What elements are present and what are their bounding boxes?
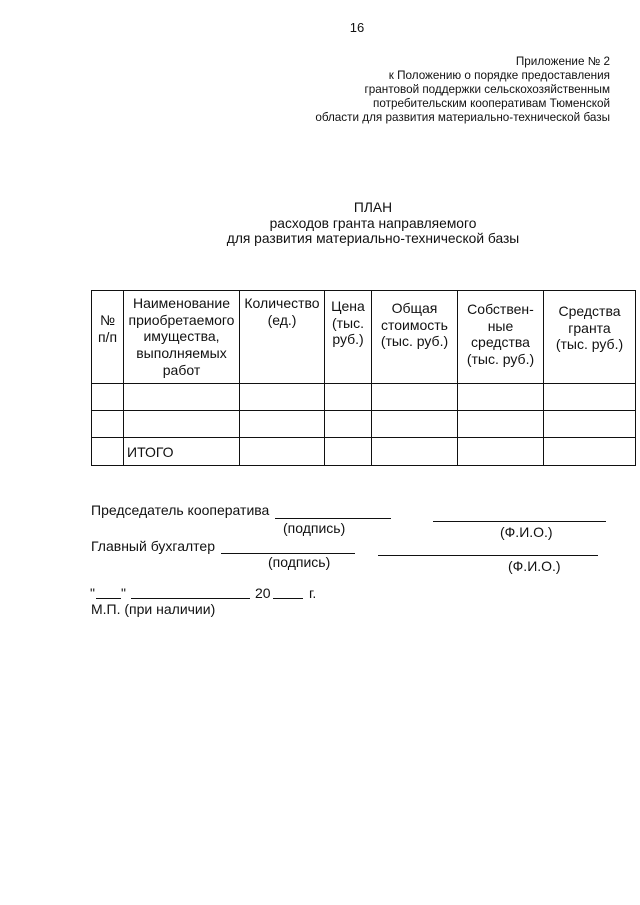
date-open-quote: " <box>90 585 95 601</box>
expense-plan-table <box>91 290 636 466</box>
accountant-name-line <box>378 555 598 556</box>
date-year-prefix: 20 <box>255 585 271 601</box>
table-header-row <box>92 291 636 384</box>
header-quantity: Количество (ед.) <box>240 291 325 384</box>
table-cell <box>124 411 240 438</box>
table-cell <box>240 438 325 466</box>
appendix-line: потребительским кооперативам Тюменской <box>373 97 610 110</box>
header-own-funds: Собствен- ные средства (тыс. руб.) <box>458 291 544 384</box>
heading-title: ПЛАН <box>353 200 393 215</box>
table-cell <box>544 411 636 438</box>
date-year-suffix: г. <box>309 585 317 601</box>
table-row <box>92 411 636 438</box>
appendix-line: грантовой поддержки сельскохозяйственным <box>364 83 610 96</box>
header-grant-funds: Средства гранта (тыс. руб.) <box>544 291 636 384</box>
table-cell <box>458 438 544 466</box>
table-cell <box>240 411 325 438</box>
table-cell <box>458 384 544 411</box>
table-cell <box>372 384 458 411</box>
table-cell <box>92 411 124 438</box>
table-cell <box>544 438 636 466</box>
date-day-blank <box>96 598 121 599</box>
total-label: ИТОГО <box>124 438 240 466</box>
chairman-signature-caption: (подпись) <box>283 520 346 536</box>
header-total-cost: Общая стоимость (тыс. руб.) <box>372 291 458 384</box>
header-price: Цена (тыс. руб.) <box>325 291 372 384</box>
table-cell <box>372 411 458 438</box>
header-number: № п/п <box>92 291 124 384</box>
appendix-line: области для развития материально-технической базы <box>315 111 610 124</box>
appendix-line: к Положению о порядке предоставления <box>388 69 610 82</box>
table-body <box>92 384 636 466</box>
appendix-note <box>290 55 610 125</box>
header-item-name: Наименование приобретаемого имущества, выполняемых работ <box>124 291 240 384</box>
table-cell <box>92 384 124 411</box>
accountant-name-caption: (Ф.И.О.) <box>508 558 561 574</box>
table-cell <box>325 411 372 438</box>
table-cell <box>92 438 124 466</box>
table-cell <box>325 384 372 411</box>
table-total-row <box>92 438 636 466</box>
accountant-label: Главный бухгалтер <box>91 538 215 554</box>
seal-note: М.П. (при наличии) <box>91 601 216 617</box>
heading-subtitle-line: для развития материально-технической базы <box>226 231 520 246</box>
table-cell <box>325 438 372 466</box>
table-cell <box>372 438 458 466</box>
date-close-quote: " <box>121 585 126 601</box>
table-cell <box>124 384 240 411</box>
table-cell <box>240 384 325 411</box>
accountant-signature-caption: (подпись) <box>268 554 331 570</box>
date-year-blank <box>273 598 303 599</box>
chairman-signature-line <box>275 518 391 519</box>
chairman-label: Председатель кооператива <box>91 502 270 518</box>
date-month-blank <box>131 598 250 599</box>
document-heading <box>173 200 573 247</box>
table-head <box>92 291 636 384</box>
chairman-name-caption: (Ф.И.О.) <box>500 524 553 540</box>
heading-subtitle-line: расходов гранта направляемого <box>269 215 477 231</box>
table-cell <box>544 384 636 411</box>
page-number: 16 <box>349 20 365 35</box>
appendix-title: Приложение № 2 <box>515 55 610 68</box>
table-row <box>92 384 636 411</box>
chairman-name-line <box>433 521 606 522</box>
table-cell <box>458 411 544 438</box>
